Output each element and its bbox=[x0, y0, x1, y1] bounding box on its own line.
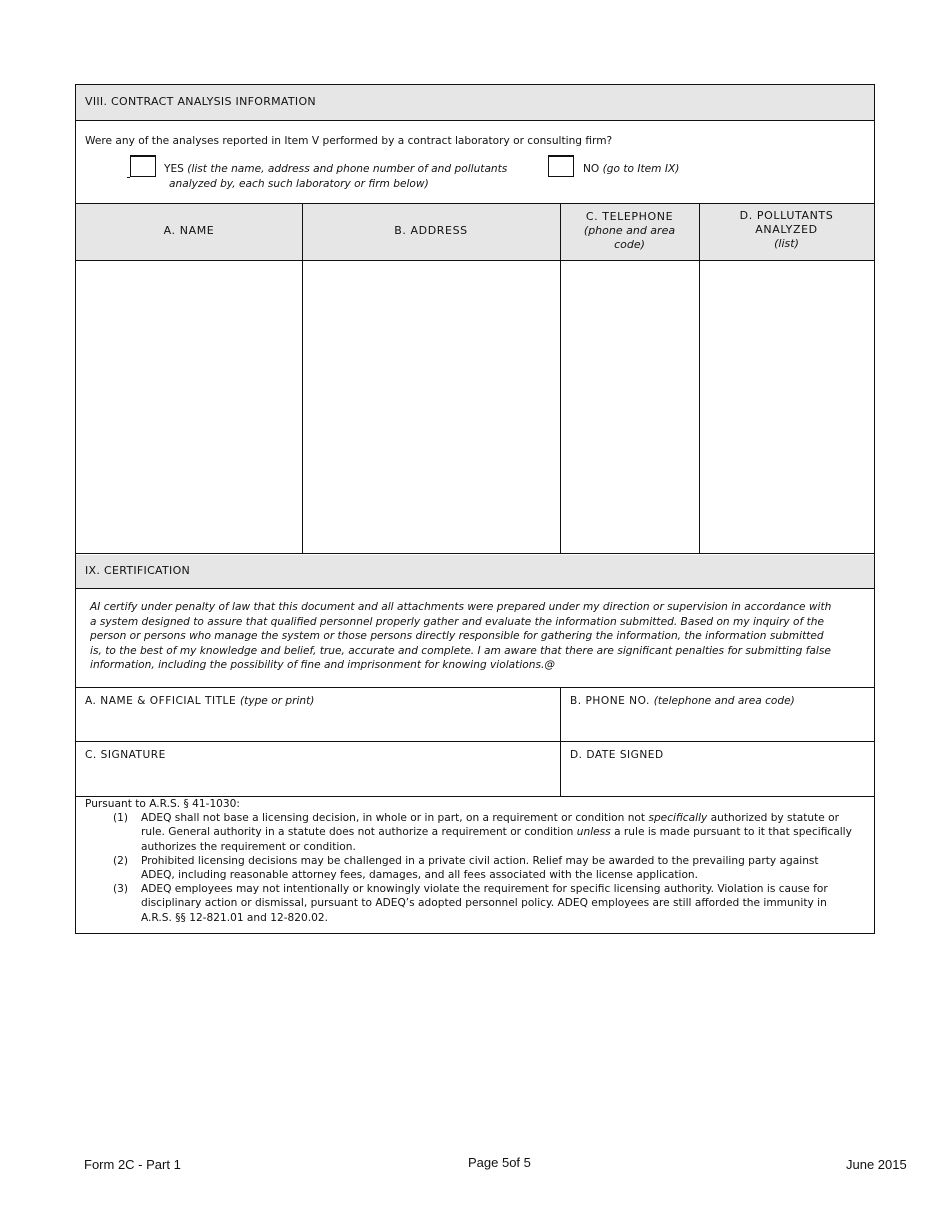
legal-text: rule. General authority in a statute does not authorize a requirement or condition bbox=[141, 826, 577, 839]
yes-option-label bbox=[164, 163, 507, 175]
footer-revision-date: June 2015 bbox=[846, 1157, 907, 1172]
checkbox-underline bbox=[127, 177, 130, 178]
phone-label: B. PHONE NO. bbox=[570, 695, 650, 707]
divider bbox=[76, 553, 874, 554]
legal-intro: Pursuant to A.R.S. § 41-1030: bbox=[85, 798, 240, 810]
yes-checkbox[interactable] bbox=[130, 155, 156, 177]
telephone-title: C. TELEPHONE bbox=[585, 210, 674, 223]
name-title-note: (type or print) bbox=[240, 695, 315, 707]
certification-line: AI certify under penalty of law that this document and all attachments were prepared under my direction or supervision in accordance with bbox=[90, 601, 832, 613]
section-viii-title: VIII. CONTRACT ANALYSIS INFORMATION bbox=[85, 95, 316, 108]
pollutants-note: (list) bbox=[774, 237, 799, 250]
date-signed-field[interactable]: D. DATE SIGNED bbox=[570, 749, 664, 761]
divider bbox=[76, 260, 874, 261]
legal-item-number: (3) bbox=[113, 883, 129, 895]
column-divider bbox=[699, 204, 700, 554]
column-divider bbox=[560, 688, 561, 796]
divider bbox=[76, 741, 874, 742]
no-checkbox[interactable] bbox=[548, 155, 574, 177]
divider bbox=[76, 120, 874, 121]
legal-notice bbox=[85, 797, 240, 811]
column-divider bbox=[302, 204, 303, 554]
telephone-entry-cell[interactable] bbox=[563, 262, 698, 552]
legal-text: ADEQ, including reasonable attorney fees, damages, and all fees associated with the license application. bbox=[141, 869, 699, 882]
divider bbox=[76, 687, 874, 688]
section-ix-title: IX. CERTIFICATION bbox=[85, 564, 191, 577]
certification-line: a system designed to assure that qualified personnel properly gather and evaluate the information submitted. Based on my inquiry of the bbox=[90, 615, 824, 628]
divider bbox=[76, 588, 874, 589]
no-note: (go to Item IX) bbox=[602, 163, 680, 175]
section-ix-header bbox=[76, 555, 874, 588]
pollutants-title-1: D. POLLUTANTS bbox=[739, 209, 834, 222]
legal-text: disciplinary action or dismissal, pursuant to ADEQ’s adopted personnel policy. ADEQ employees are still afforded the immunity in bbox=[141, 897, 827, 910]
certification-line: person or persons who manage the system or those persons directly responsible for gathering the information, the information submitted bbox=[90, 630, 824, 643]
certification-line: information, including the possibility of fine and imprisonment for knowing violations.@ bbox=[90, 659, 555, 672]
yes-note-line2: analyzed by, each such laboratory or firm below) bbox=[169, 178, 429, 190]
telephone-note-1: (phone and area bbox=[583, 224, 676, 237]
phone-note: (telephone and area code) bbox=[653, 695, 795, 707]
section-viii-header bbox=[76, 85, 874, 120]
legal-text: Prohibited licensing decisions may be challenged in a private civil action. Relief may be awarded to the prevailing party against bbox=[141, 855, 819, 867]
legal-emphasis: specifically bbox=[648, 812, 708, 824]
legal-item-number: (2) bbox=[113, 855, 129, 867]
name-title-field[interactable] bbox=[85, 695, 314, 707]
no-label: NO bbox=[583, 163, 600, 175]
contract-lab-question: Were any of the analyses reported in Item V performed by a contract laboratory or consulting firm? bbox=[85, 135, 613, 147]
signature-field[interactable]: C. SIGNATURE bbox=[85, 749, 166, 761]
legal-text: authorizes the requirement or condition. bbox=[141, 840, 356, 853]
pollutants-entry-cell[interactable] bbox=[701, 262, 873, 552]
legal-item-1 bbox=[141, 811, 852, 854]
footer-page-number: Page 5of 5 bbox=[468, 1155, 531, 1170]
pollutants-title-2: ANALYZED bbox=[755, 223, 818, 236]
legal-text: A.R.S. §§ 12-821.01 and 12-820.02. bbox=[141, 911, 328, 924]
certification-line: is, to the best of my knowledge and belief, true, accurate and complete. I am aware that there are significant penalties for submitting false bbox=[90, 644, 831, 657]
column-header-address: B. ADDRESS bbox=[394, 224, 468, 237]
telephone-note-2: code) bbox=[614, 238, 645, 251]
name-title-label: A. NAME & OFFICIAL TITLE bbox=[85, 695, 237, 707]
legal-item-2 bbox=[141, 854, 819, 883]
legal-emphasis: unless bbox=[576, 826, 611, 839]
legal-item-3 bbox=[141, 882, 828, 925]
column-divider bbox=[560, 204, 561, 554]
column-header-name: A. NAME bbox=[163, 224, 215, 237]
yes-note-line1: (list the name, address and phone number of and pollutants bbox=[187, 163, 508, 175]
legal-text: a rule is made pursuant to it that specifically bbox=[610, 826, 852, 839]
column-header-telephone bbox=[560, 210, 699, 252]
column-header-pollutants bbox=[699, 209, 874, 251]
certification-statement bbox=[90, 600, 850, 673]
phone-field[interactable] bbox=[570, 695, 795, 707]
no-option-label bbox=[583, 163, 679, 175]
legal-item-number: (1) bbox=[113, 812, 129, 824]
yes-label: YES bbox=[164, 163, 184, 175]
address-entry-cell[interactable] bbox=[304, 262, 559, 552]
legal-text: authorized by statute or bbox=[707, 812, 839, 824]
legal-text: ADEQ shall not base a licensing decision, in whole or in part, on a requirement or condition not bbox=[141, 812, 649, 824]
legal-text: ADEQ employees may not intentionally or knowingly violate the requirement for specific licensing authority. Violation is cause for bbox=[141, 883, 828, 895]
name-entry-cell[interactable] bbox=[77, 262, 301, 552]
footer-form-id: Form 2C - Part 1 bbox=[84, 1157, 181, 1172]
form-section-viii-ix bbox=[75, 84, 875, 934]
